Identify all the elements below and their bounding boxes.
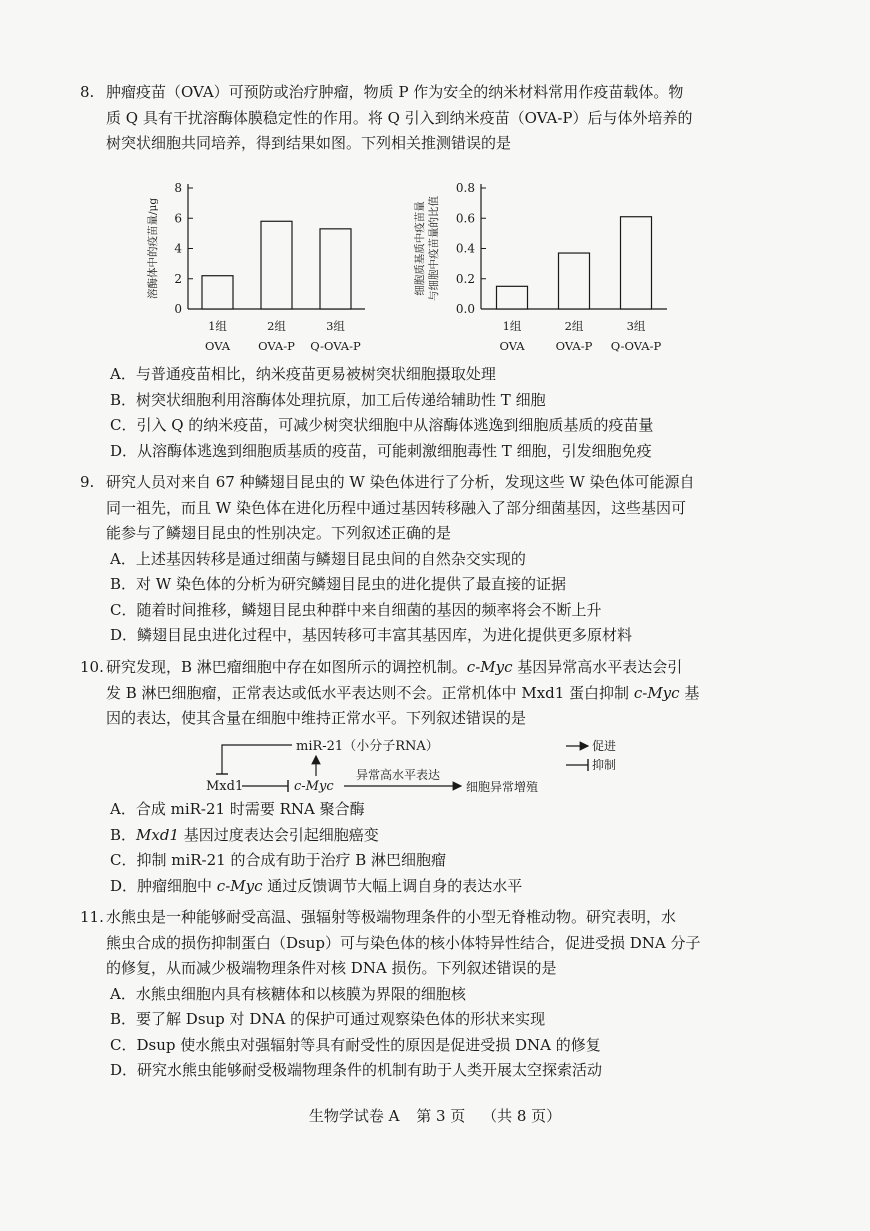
q10-option-b[interactable]: B．Mxd1 基因过度表达会引起细胞癌变 [110,825,379,844]
y-axis-label: 溶酶体中的疫苗量/μg [147,197,159,300]
question-11 [80,905,740,1084]
regulation-diagram [196,734,636,798]
diagram-mir21-label: miR-21（小分子RNA） [296,739,439,754]
question-8 [80,80,740,157]
q11-number: 11. [80,908,104,926]
page-footer [0,1105,870,1126]
q9-option-c[interactable]: C．随着时间推移，鳞翅目昆虫种群中来自细菌的基因的频率将会不断上升 [110,600,602,619]
x-sublabel: OVA [204,339,231,353]
diagram-result-label: 细胞异常增殖 [466,780,539,794]
bar-2 [559,253,590,309]
q8-option-d[interactable]: D．从溶酶体逃逸到细胞质基质的疫苗，可能刺激细胞毒性 T 细胞，引发细胞免疫 [110,441,652,460]
x-sublabel: Q-OVA-P [610,339,662,353]
legend-inhibit-label: 抑制 [592,758,617,772]
q11-option-d[interactable]: D．研究水熊虫能够耐受极端物理条件的机制有助于人类开展太空探索活动 [110,1061,603,1079]
x-category-label: 1组 [208,319,227,333]
q9-number: 9. [80,473,95,491]
footer-total: （共 8 页） [482,1107,562,1125]
chart-cytoplasm-ratio [405,176,675,358]
x-sublabel: OVA-P [258,339,295,353]
y-axis-label: 细胞质基质中疫苗量 [414,201,426,296]
y-axis-label: 与细胞中疫苗量的比值 [428,196,440,301]
y-tick-label: 0.8 [455,181,475,195]
q11-option-b[interactable]: B．要了解 Dsup 对 DNA 的保护可通过观察染色体的形状来实现 [110,1010,546,1028]
x-category-label: 2组 [564,319,584,333]
q10-options [80,797,740,899]
q8-stem-line-1: 8. 肿瘤疫苗（OVA）可预防或治疗肿瘤，物质 P 作为安全的纳米材料常用作疫苗载体。物 [80,80,740,106]
y-tick-label: 2 [174,271,182,286]
y-tick-label: 8 [174,181,182,195]
y-tick-label: 4 [174,241,182,256]
x-category-label: 2组 [267,319,286,333]
diagram-high-expression-label: 异常高水平表达 [356,768,441,782]
question-9 [80,470,740,649]
q10-stem-line-2: 发 B 淋巴细胞瘤，正常表达或低水平表达则不会。正常机体中 Mxd1 蛋白抑制 c-Myc 基 [106,683,700,702]
q11-stem-line-3: 的修复，从而减少极端物理条件对核 DNA 损伤。下列叙述错误的是 [106,959,557,977]
q10-stem-line-1: 10. 研究发现，B 淋巴瘤细胞中存在如图所示的调控机制。c-Myc 基因异常高水平表达会引 [80,655,740,681]
q9-option-d[interactable]: D．鳞翅目昆虫进化过程中，基因转移可丰富其基因库，为进化提供更多原材料 [110,626,633,644]
q9-option-b[interactable]: B．对 W 染色体的分析为研究鳞翅目昆虫的进化提供了最直接的证据 [110,575,566,593]
q8-stem-line-2: 质 Q 具有干扰溶酶体膜稳定性的作用。将 Q 引入到纳米疫苗（OVA-P）后与体外培养的 [106,108,693,127]
q10-stem-line-3: 因的表达，使其含量在细胞中维持正常水平。下列叙述错误的是 [106,709,527,727]
footer-subject: 生物学试卷 A [308,1107,400,1125]
x-sublabel: Q-OVA-P [310,339,361,353]
q11-stem-line-1: 11. 水熊虫是一种能够耐受高温、强辐射等极端物理条件的小型无脊椎动物。研究表明，水 [80,905,740,931]
bar-1 [202,276,233,309]
q10-option-c[interactable]: C．抑制 miR-21 的合成有助于治疗 B 淋巴细胞瘤 [110,851,447,869]
q8-option-c[interactable]: C．引入 Q 的纳米疫苗，可减少树突状细胞中从溶酶体逃逸到细胞质基质的疫苗量 [110,416,654,434]
bar-1 [497,286,528,309]
chart-lysosome-vaccine [140,176,370,358]
x-category-label: 3组 [626,319,646,333]
q8-option-b[interactable]: B．树突状细胞利用溶酶体处理抗原，加工后传递给辅助性 T 细胞 [110,390,546,409]
bar-2 [261,221,292,309]
mir21-inhibits-mxd1 [222,745,292,774]
q9-stem-line-1: 9. 研究人员对来自 67 种鳞翅目昆虫的 W 染色体进行了分析，发现这些 W 染色体可能源自 [80,470,740,496]
q9-stem-line-2: 同一祖先，而且 W 染色体在进化历程中通过基因转移融入了部分细菌基因，这些基因可 [106,498,686,517]
y-tick-label: 0.6 [455,211,475,226]
x-category-label: 3组 [326,319,345,333]
footer-page: 第 3 页 [416,1107,466,1125]
y-tick-label: 0.2 [455,271,475,286]
q8-number: 8. [80,83,95,101]
q9-option-a[interactable]: A．上述基因转移是通过细菌与鳞翅目昆虫间的自然杂交实现的 [110,549,526,568]
y-tick-label: 0.0 [455,302,475,316]
q10-option-d[interactable]: D．肿瘤细胞中 c-Myc 通过反馈调节大幅上调自身的表达水平 [110,876,523,895]
q8-option-a[interactable]: A．与普通疫苗相比，纳米疫苗更易被树突状细胞摄取处理 [110,365,496,383]
diagram-mxd1-label: Mxd1 [206,779,244,794]
x-category-label: 1组 [502,319,522,333]
y-tick-label: 0.4 [455,241,475,256]
q8-stem-line-3: 树突状细胞共同培养，得到结果如图。下列相关推测错误的是 [106,134,512,152]
x-sublabel: OVA-P [555,339,593,353]
x-sublabel: OVA [499,339,525,353]
q11-stem-line-2: 熊虫合成的损伤抑制蛋白（Dsup）可与染色体的核小体特异性结合，促进受损 DNA 分子 [106,933,701,952]
q10-number: 10. [80,658,104,676]
y-tick-label: 0 [174,302,182,316]
bar-3 [320,229,351,309]
q11-option-a[interactable]: A．水熊虫细胞内具有核糖体和以核膜为界限的细胞核 [110,984,466,1003]
y-tick-label: 6 [174,211,182,226]
question-10 [80,655,740,732]
diagram-cmyc-label: c-Myc [294,779,334,794]
bar-3 [621,217,652,309]
q9-stem-line-3: 能参与了鳞翅目昆虫的性别决定。下列叙述正确的是 [106,524,452,542]
q10-option-a[interactable]: A．合成 miR-21 时需要 RNA 聚合酶 [110,800,365,818]
q11-option-c[interactable]: C．Dsup 使水熊虫对强辐射等具有耐受性的原因是促进受损 DNA 的修复 [110,1035,601,1054]
legend-promote-label: 促进 [592,739,617,753]
q8-options [80,362,740,464]
